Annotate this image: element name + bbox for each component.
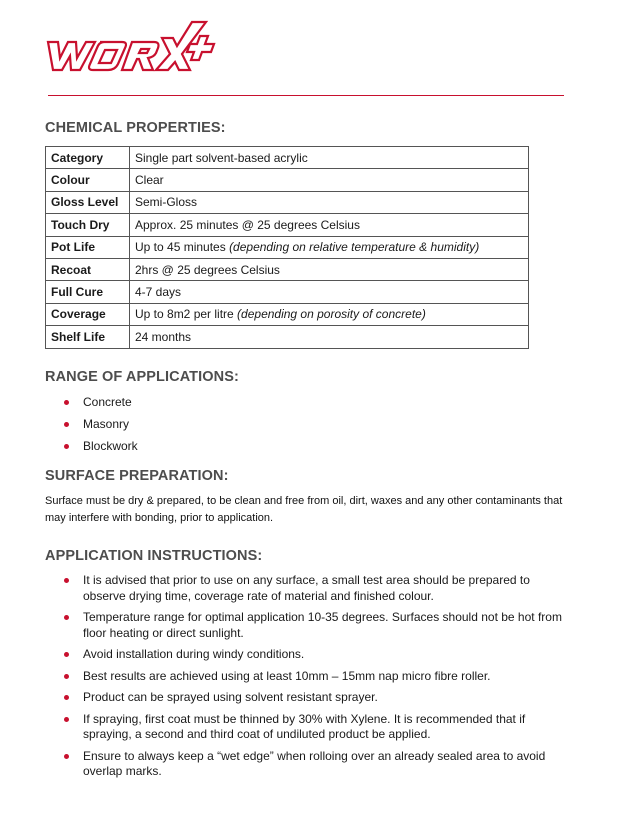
property-label: Category <box>46 147 130 169</box>
property-value <box>130 147 529 169</box>
list-item: It is advised that prior to use on any surface, a small test area should be prepared to observe drying time, coverage rate of material and finished colour. <box>45 573 565 604</box>
bullet-icon <box>64 444 69 449</box>
property-value-text: 24 months <box>135 329 192 344</box>
datasheet-content <box>45 120 565 786</box>
property-value-text: Up to 8m2 per litre <box>135 307 238 322</box>
property-label: Gloss Level <box>46 191 130 213</box>
property-label: Pot Life <box>46 236 130 258</box>
property-value-text: Semi-Gloss <box>135 195 198 210</box>
bullet-icon <box>64 652 69 657</box>
chemical-properties-table <box>45 146 529 349</box>
property-label: Full Cure <box>46 281 130 303</box>
table-row <box>46 147 529 169</box>
table-row <box>46 326 529 348</box>
table-row <box>46 303 529 325</box>
bullet-icon <box>64 695 69 700</box>
list-item: Product can be sprayed using solvent resistant sprayer. <box>45 690 565 706</box>
header-divider <box>48 95 564 96</box>
list-item: Avoid installation during windy conditions. <box>45 647 565 663</box>
property-label: Touch Dry <box>46 214 130 236</box>
property-value-text: Single part solvent-based acrylic <box>135 150 308 165</box>
property-label: Colour <box>46 169 130 191</box>
table-row <box>46 281 529 303</box>
property-value <box>130 258 529 280</box>
bullet-icon <box>64 578 69 583</box>
list-item: Temperature range for optimal application 10-35 degrees. Surfaces should not be hot from floor heating or direct sunlight. <box>45 610 565 641</box>
application-instructions-heading: APPLICATION INSTRUCTIONS: <box>45 548 263 565</box>
property-label: Coverage <box>46 303 130 325</box>
list-item: Concrete <box>45 395 565 411</box>
table-row <box>46 214 529 236</box>
property-value-text: 2hrs @ 25 degrees Celsius <box>135 262 280 277</box>
list-item: Best results are achieved using at least 10mm – 15mm nap micro fibre roller. <box>45 669 565 685</box>
property-value-text: Up to 45 minutes <box>135 240 230 255</box>
property-value <box>130 236 529 258</box>
property-value-note: (depending on relative temperature & humidity) <box>229 240 480 255</box>
property-value-text: Clear <box>135 173 164 188</box>
property-value <box>130 169 529 191</box>
property-value-note: (depending on porosity of concrete) <box>237 307 426 322</box>
list-item: If spraying, first coat must be thinned by 30% with Xylene. It is recommended that if spraying, a second and third coat of undiluted product be applied. <box>45 712 565 743</box>
list-item: Blockwork <box>45 439 565 455</box>
table-row <box>46 258 529 280</box>
bullet-icon <box>64 400 69 405</box>
table-row <box>46 191 529 213</box>
instructions-list <box>45 573 565 780</box>
table-row <box>46 169 529 191</box>
property-value <box>130 191 529 213</box>
worx-plus-logo <box>44 14 220 76</box>
chemical-properties-heading: CHEMICAL PROPERTIES: <box>45 120 226 136</box>
bullet-icon <box>64 717 69 722</box>
property-label: Shelf Life <box>46 326 130 348</box>
surface-preparation-heading: SURFACE PREPARATION: <box>45 468 229 485</box>
property-label: Recoat <box>46 258 130 280</box>
list-item: Ensure to always keep a “wet edge” when rolloing over an already sealed area to avoid overlap marks. <box>45 749 565 780</box>
bullet-icon <box>64 422 69 427</box>
range-of-applications-heading: RANGE OF APPLICATIONS: <box>45 368 239 385</box>
list-item: Masonry <box>45 417 565 433</box>
property-value <box>130 326 529 348</box>
property-value <box>130 281 529 303</box>
bullet-icon <box>64 754 69 759</box>
property-value-text: Approx. 25 minutes @ 25 degrees Celsius <box>135 217 360 232</box>
property-value <box>130 214 529 236</box>
bullet-icon <box>64 615 69 620</box>
applications-list <box>45 395 565 455</box>
surface-preparation-text: Surface must be dry & prepared, to be clean and free from oil, dirt, waxes and any other contaminants that may interfere with bonding, prior to application. <box>45 495 563 525</box>
table-row <box>46 236 529 258</box>
bullet-icon <box>64 674 69 679</box>
property-value-text: 4-7 days <box>135 285 182 300</box>
property-value <box>130 303 529 325</box>
